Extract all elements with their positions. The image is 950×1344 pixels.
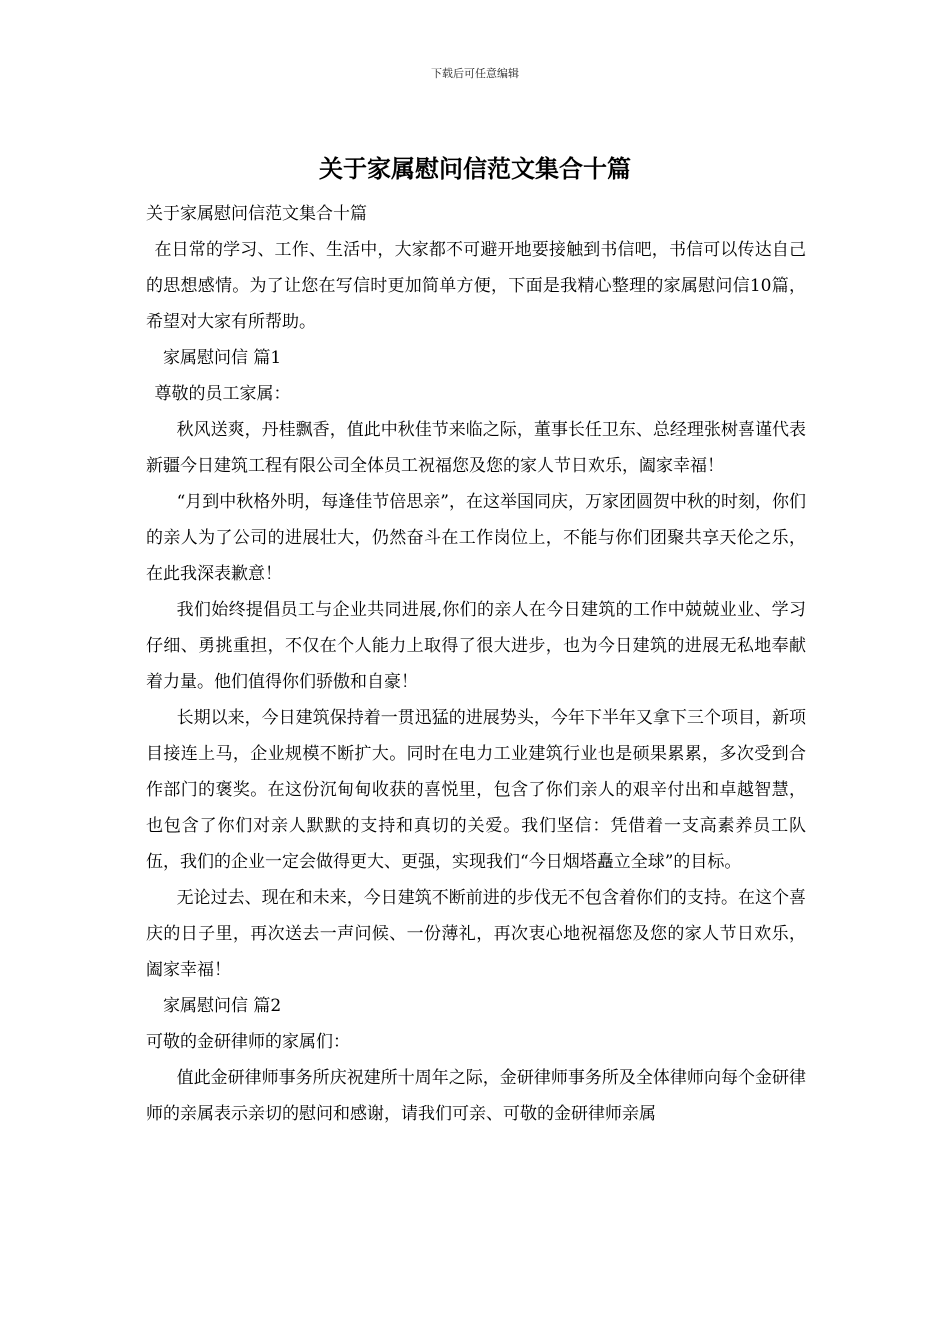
body-paragraph: 无论过去、现在和未来，今日建筑不断前进的步伐无不包含着你们的支持。在这个喜庆的日子里，再次送去一声问候、一份薄礼，再次衷心地祝福您及您的家人节日欢乐，阖家幸福！ [146, 888, 806, 980]
document-body [146, 196, 806, 1132]
salutation-1: 尊敬的员工家属： [154, 384, 291, 404]
page-header: 下载后可任意编辑 [431, 67, 519, 80]
salutation-2: 可敬的金研律师的家属们： [146, 1032, 350, 1052]
body-paragraph: 我们始终提倡员工与企业共同进展,你们的亲人在今日建筑的工作中兢兢业业、学习仔细、勇挑重担，不仅在个人能力上取得了很大进步，也为今日建筑的进展无私地奉献着力量。他们值得你们骄傲和自豪！ [146, 600, 806, 692]
section-heading-1: 家属慰问信 篇1 [163, 348, 282, 368]
body-paragraph: “月到中秋格外明，每逢佳节倍思亲”，在这举国同庆，万家团圆贺中秋的时刻，你们的亲人为了公司的进展壮大，仍然奋斗在工作岗位上，不能与你们团聚共享天伦之乐，在此我深表歉意！ [146, 492, 806, 584]
body-paragraph: 值此金研律师事务所庆祝建所十周年之际，金研律师事务所及全体律师向每个金研律师的亲属表示亲切的慰问和感谢，请我们可亲、可敬的金研律师亲属 [146, 1068, 806, 1124]
body-paragraph: 长期以来，今日建筑保持着一贯迅猛的进展势头，今年下半年又拿下三个项目，新项目接连上马，企业规模不断扩大。同时在电力工业建筑行业也是硕果累累，多次受到合作部门的褒奖。在这份沉甸甸收获的喜悦里，包含了你们亲人的艰辛付出和卓越智慧，也包含了你们对亲人默默的支持和真切的关爱。我们坚信：凭借着一支高素养员工队伍，我们的企业一定会做得更大、更强，实现我们“今日烟塔矗立全球”的目标。 [146, 708, 806, 872]
section-heading-2: 家属慰问信 篇2 [163, 996, 282, 1016]
document-title: 关于家属慰问信范文集合十篇 [319, 154, 631, 183]
body-paragraph: 秋风送爽，丹桂飘香，值此中秋佳节来临之际，董事长任卫东、总经理张树喜谨代表新疆今日建筑工程有限公司全体员工祝福您及您的家人节日欢乐，阖家幸福！ [146, 420, 806, 476]
subtitle-paragraph: 关于家属慰问信范文集合十篇 [146, 204, 367, 224]
intro-paragraph: 在日常的学习、工作、生活中，大家都不可避开地要接触到书信吧，书信可以传达自己的思想感情。为了让您在写信时更加简单方便，下面是我精心整理的家属慰问信10篇，希望对大家有所帮助。 [146, 240, 806, 332]
